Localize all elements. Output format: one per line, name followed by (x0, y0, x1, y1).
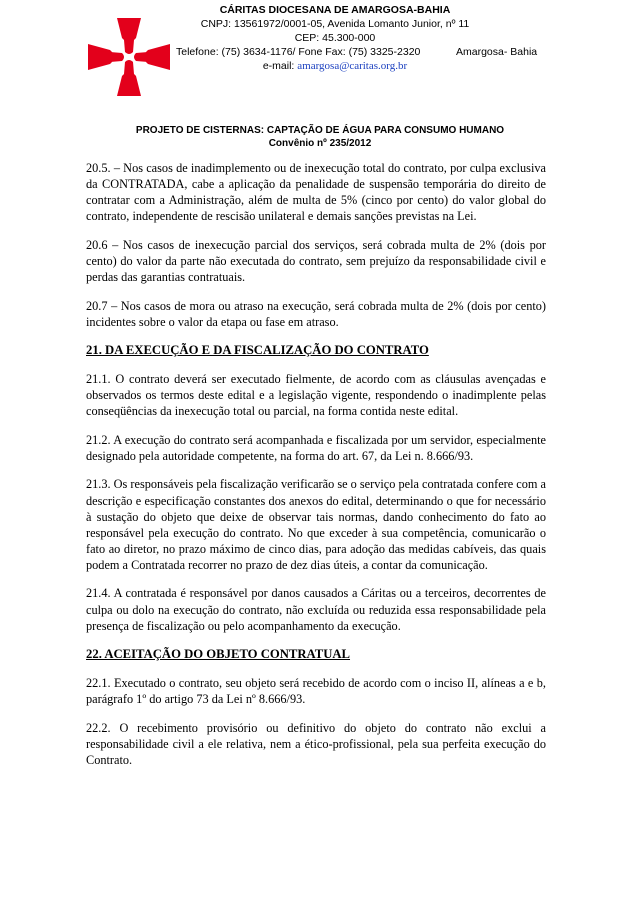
caritas-cross-logo-icon (86, 16, 172, 98)
paragraph-22-1: 22.1. Executado o contrato, seu objeto será recebido de acordo com o inciso II, alíneas a e b, parágrafo 1º do artigo 73 da Lei nº 8.666/93. (86, 675, 546, 706)
document-body (86, 160, 546, 780)
paragraph-21-1: 21.1. O contrato deverá ser executado fielmente, de acordo com as cláusulas avençadas e observados os termos deste edital e a legislação vigente, respondendo o inadimplente pelas conseqüências da inexecução total ou parcial, na forma contida neste edital. (86, 371, 546, 419)
paragraph-21-2: 21.2. A execução do contrato será acompanhada e fiscalizada por um servidor, especialmente designado pela autoridade competente, na forma do art. 67, da Lei n. 8.666/93. (86, 432, 546, 463)
org-name: CÁRITAS DIOCESANA DE AMARGOSA-BAHIA (219, 4, 451, 16)
paragraph-21-3: 21.3. Os responsáveis pela fiscalização verificarão se o serviço pela contratada confere com a descrição e especificação constantes dos anexos do edital, determinando o que for necessário à sustação do objeto que deixe de observar tais normas, dando conhecimento do fato ao responsável pela execução do contrato. No que exceder à sua competência, comunicarão o fato ao diretor, no prazo máximo de cinco dias, para adoção das medidas cabíveis, das quais podem a Contratada recorrer no prazo de dez dias úteis, a contar da comunicação. (86, 477, 546, 572)
cnpj-address-line: CNPJ: 13561972/0001-05, Avenida Lomanto Junior, nº 11 (200, 18, 470, 30)
section-heading-22: 22. ACEITAÇÃO DO OBJETO CONTRATUAL (86, 647, 351, 662)
email-link[interactable]: amargosa@caritas.org.br (297, 60, 408, 72)
email-label: e-mail: (262, 60, 295, 72)
convenio-number: Convênio nº 235/2012 (268, 138, 372, 149)
section-heading-21: 21. DA EXECUÇÃO E DA FISCALIZAÇÃO DO CONTRATO (86, 343, 429, 358)
paragraph-20-6: 20.6 – Nos casos de inexecução parcial dos serviços, será cobrada multa de 2% (dois por cento) do valor da parte não executada do contrato, sem prejuízo da responsabilidade civil e perdas das garantias contratuais. (86, 237, 546, 285)
project-title: PROJETO DE CISTERNAS: CAPTAÇÃO DE ÁGUA PARA CONSUMO HUMANO (135, 125, 505, 136)
cep-line: CEP: 45.300-000 (294, 32, 376, 44)
email-line (172, 60, 498, 73)
city-line: Amargosa- Bahia (456, 46, 538, 58)
paragraph-20-5: 20.5. – Nos casos de inadimplemento ou de inexecução total do contrato, por culpa exclusiva da CONTRATADA, cabe a aplicação da penalidade de suspensão temporária do direito de contratar com a Administração, além de multa de 5% (cinco por cento) do valor global do contrato, independente de rescisão unilateral e demais sanções previstas na Lei. (86, 161, 546, 224)
phone-line: Telefone: (75) 3634-1176/ Fone Fax: (75) 3325-2320 (176, 46, 421, 58)
paragraph-20-7: 20.7 – Nos casos de mora ou atraso na execução, será cobrada multa de 2% (dois por cento) incidentes sobre o valor da etapa ou fase em atraso. (86, 298, 546, 329)
paragraph-21-4: 21.4. A contratada é responsável por danos causados a Cáritas ou a terceiros, decorrentes de culpa ou dolo na execução do contrato, não excluída ou reduzida essa responsabilidade pela presença de fiscalização ou pelo acompanhamento da execução. (86, 586, 546, 633)
paragraph-22-2: 22.2. O recebimento provisório ou definitivo do objeto do contrato não exclui a responsabilidade civil a ele relativa, nem a ético-profissional, pela sua perfeita execução do Contrato. (86, 720, 546, 767)
